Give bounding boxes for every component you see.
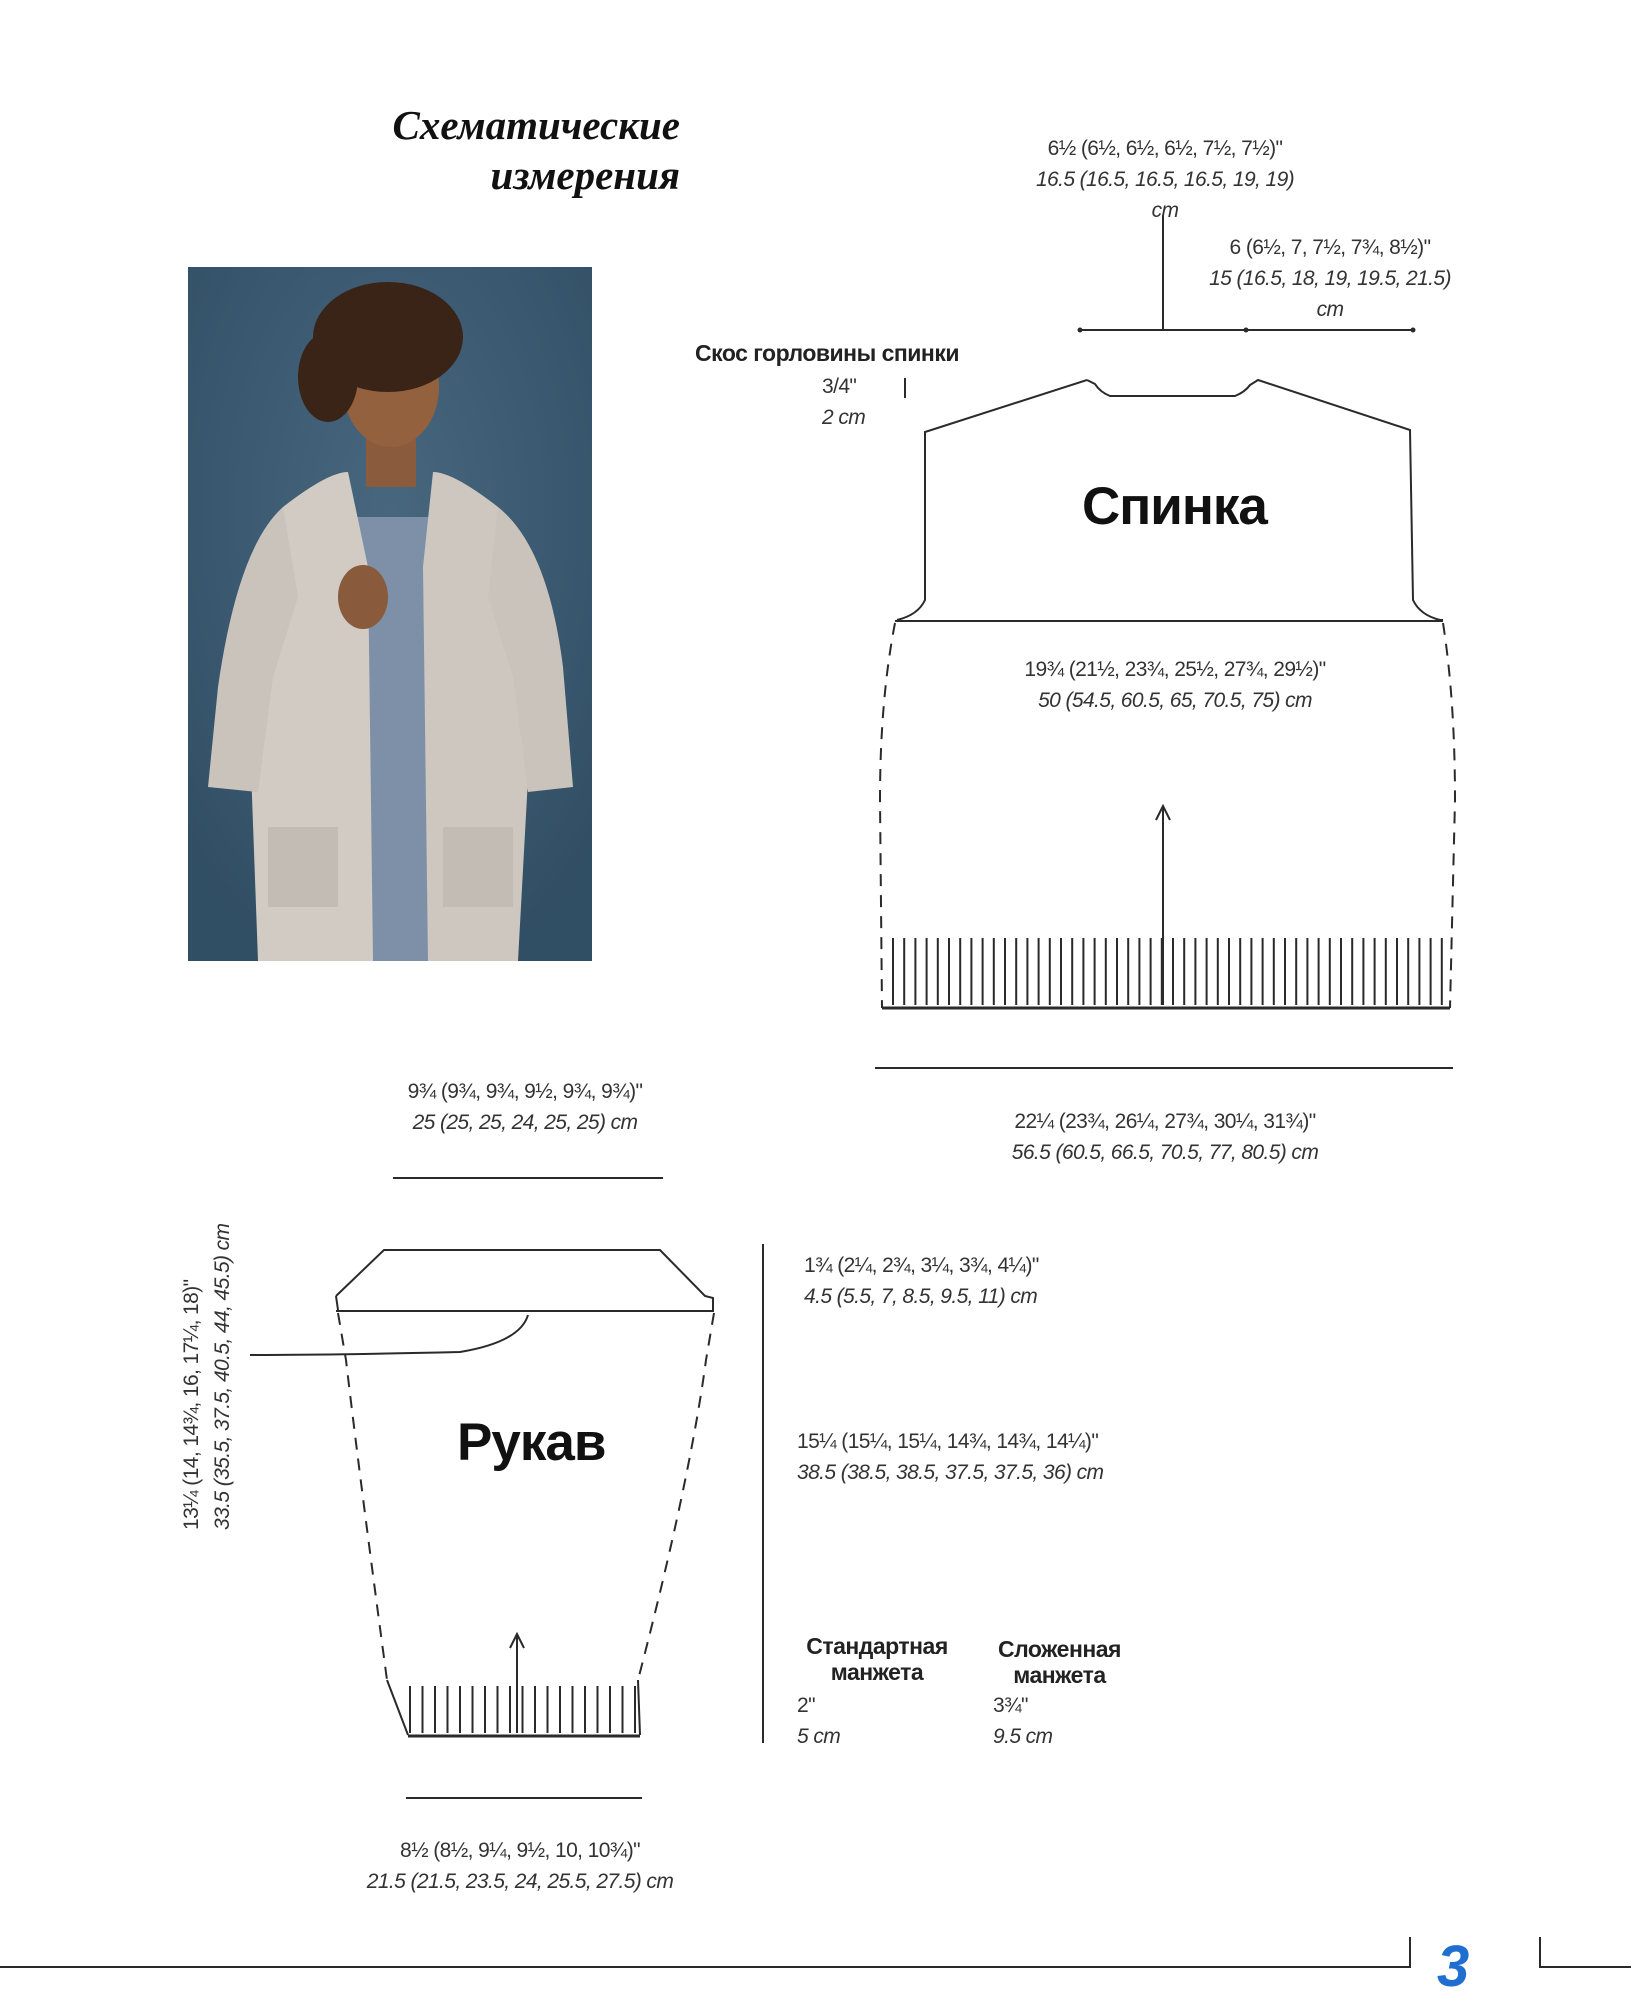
neck-slope-label: Скос горловины спинки (695, 340, 959, 366)
title-line-1: Схематические (392, 102, 680, 148)
sleeve-wrist-dim: 8½ (8½, 9¼, 9½, 10, 10¾)" 21.5 (21.5, 23.5, 24, 25.5, 27.5) cm (366, 1839, 674, 1893)
footer-rule-right (1540, 1937, 1631, 1967)
upper-arm-leader (250, 1315, 528, 1355)
page-number: 3 (1437, 1934, 1470, 1999)
back-side-right (1443, 623, 1455, 1008)
sleeve-side-right (638, 1313, 714, 1680)
back-outline-left (897, 380, 1087, 620)
sleeve-cap-right (336, 1250, 713, 1310)
sleeve-label: Рукав (457, 1413, 606, 1472)
back-length-dim: 19¾ (21½, 23¾, 25½, 27¾, 29½)" 50 (54.5, 60.5, 65, 70.5, 75) cm (1024, 658, 1326, 712)
sleeve-length-dim: 15¼ (15¼, 15¼, 14¾, 14¾, 14¼)" 38.5 (38.5, 38.5, 37.5, 37.5, 36) cm (797, 1430, 1104, 1484)
cuff-standard-label: Стандартная манжета (806, 1633, 948, 1685)
sleeve-cap-height-dim: 1¾ (2¼, 2¾, 3¼, 3¾, 4¼)" 4.5 (5.5, 7, 8.5, 9.5, 11) cm (804, 1254, 1039, 1308)
footer-rule-left (0, 1937, 1410, 1967)
sleeve-side-left (338, 1313, 387, 1680)
sleeve-cap-left (336, 1296, 338, 1310)
title-line-2: измерения (490, 152, 680, 198)
cuff-standard-dim: 2" 5 cm (797, 1694, 841, 1748)
sleeve-top-width-dim: 9¾ (9¾, 9¾, 9½, 9¾, 9¾)" 25 (25, 25, 24, 25, 25) cm (407, 1080, 643, 1134)
sleeve-ribbing (410, 1686, 635, 1733)
back-ribbing (893, 938, 1442, 1005)
cuff-folded-dim: 3¾" 9.5 cm (993, 1694, 1053, 1748)
back-shoulder-dim: 6 (6½, 7, 7½, 7¾, 8½)" 15 (16.5, 18, 19, 19.5, 21.5) cm (1209, 236, 1451, 321)
back-neck-width-dim: 6½ (6½, 6½, 6½, 7½, 7½)" 16.5 (16.5, 16.5, 16.5, 19, 19) cm (1035, 137, 1295, 222)
sleeve-upper-arm-dim: 13¼ (14, 14¾, 16, 17¼, 18)" 33.5 (35.5, 37.5, 40.5, 44, 45.5) cm (180, 1223, 234, 1530)
neck-slope-dim: 3/4" 2 cm (822, 375, 866, 429)
sleeve-cuff-right-edge (638, 1680, 640, 1735)
back-width-dim: 22¼ (23¾, 26¼, 27¾, 30¼, 31¾)" 56.5 (60.5, 66.5, 70.5, 77, 80.5) cm (1011, 1110, 1319, 1164)
cuff-folded-label: Сложенная манжета (998, 1636, 1121, 1688)
sleeve-cuff-left-edge (387, 1680, 408, 1735)
back-label: Спинка (1082, 477, 1267, 536)
